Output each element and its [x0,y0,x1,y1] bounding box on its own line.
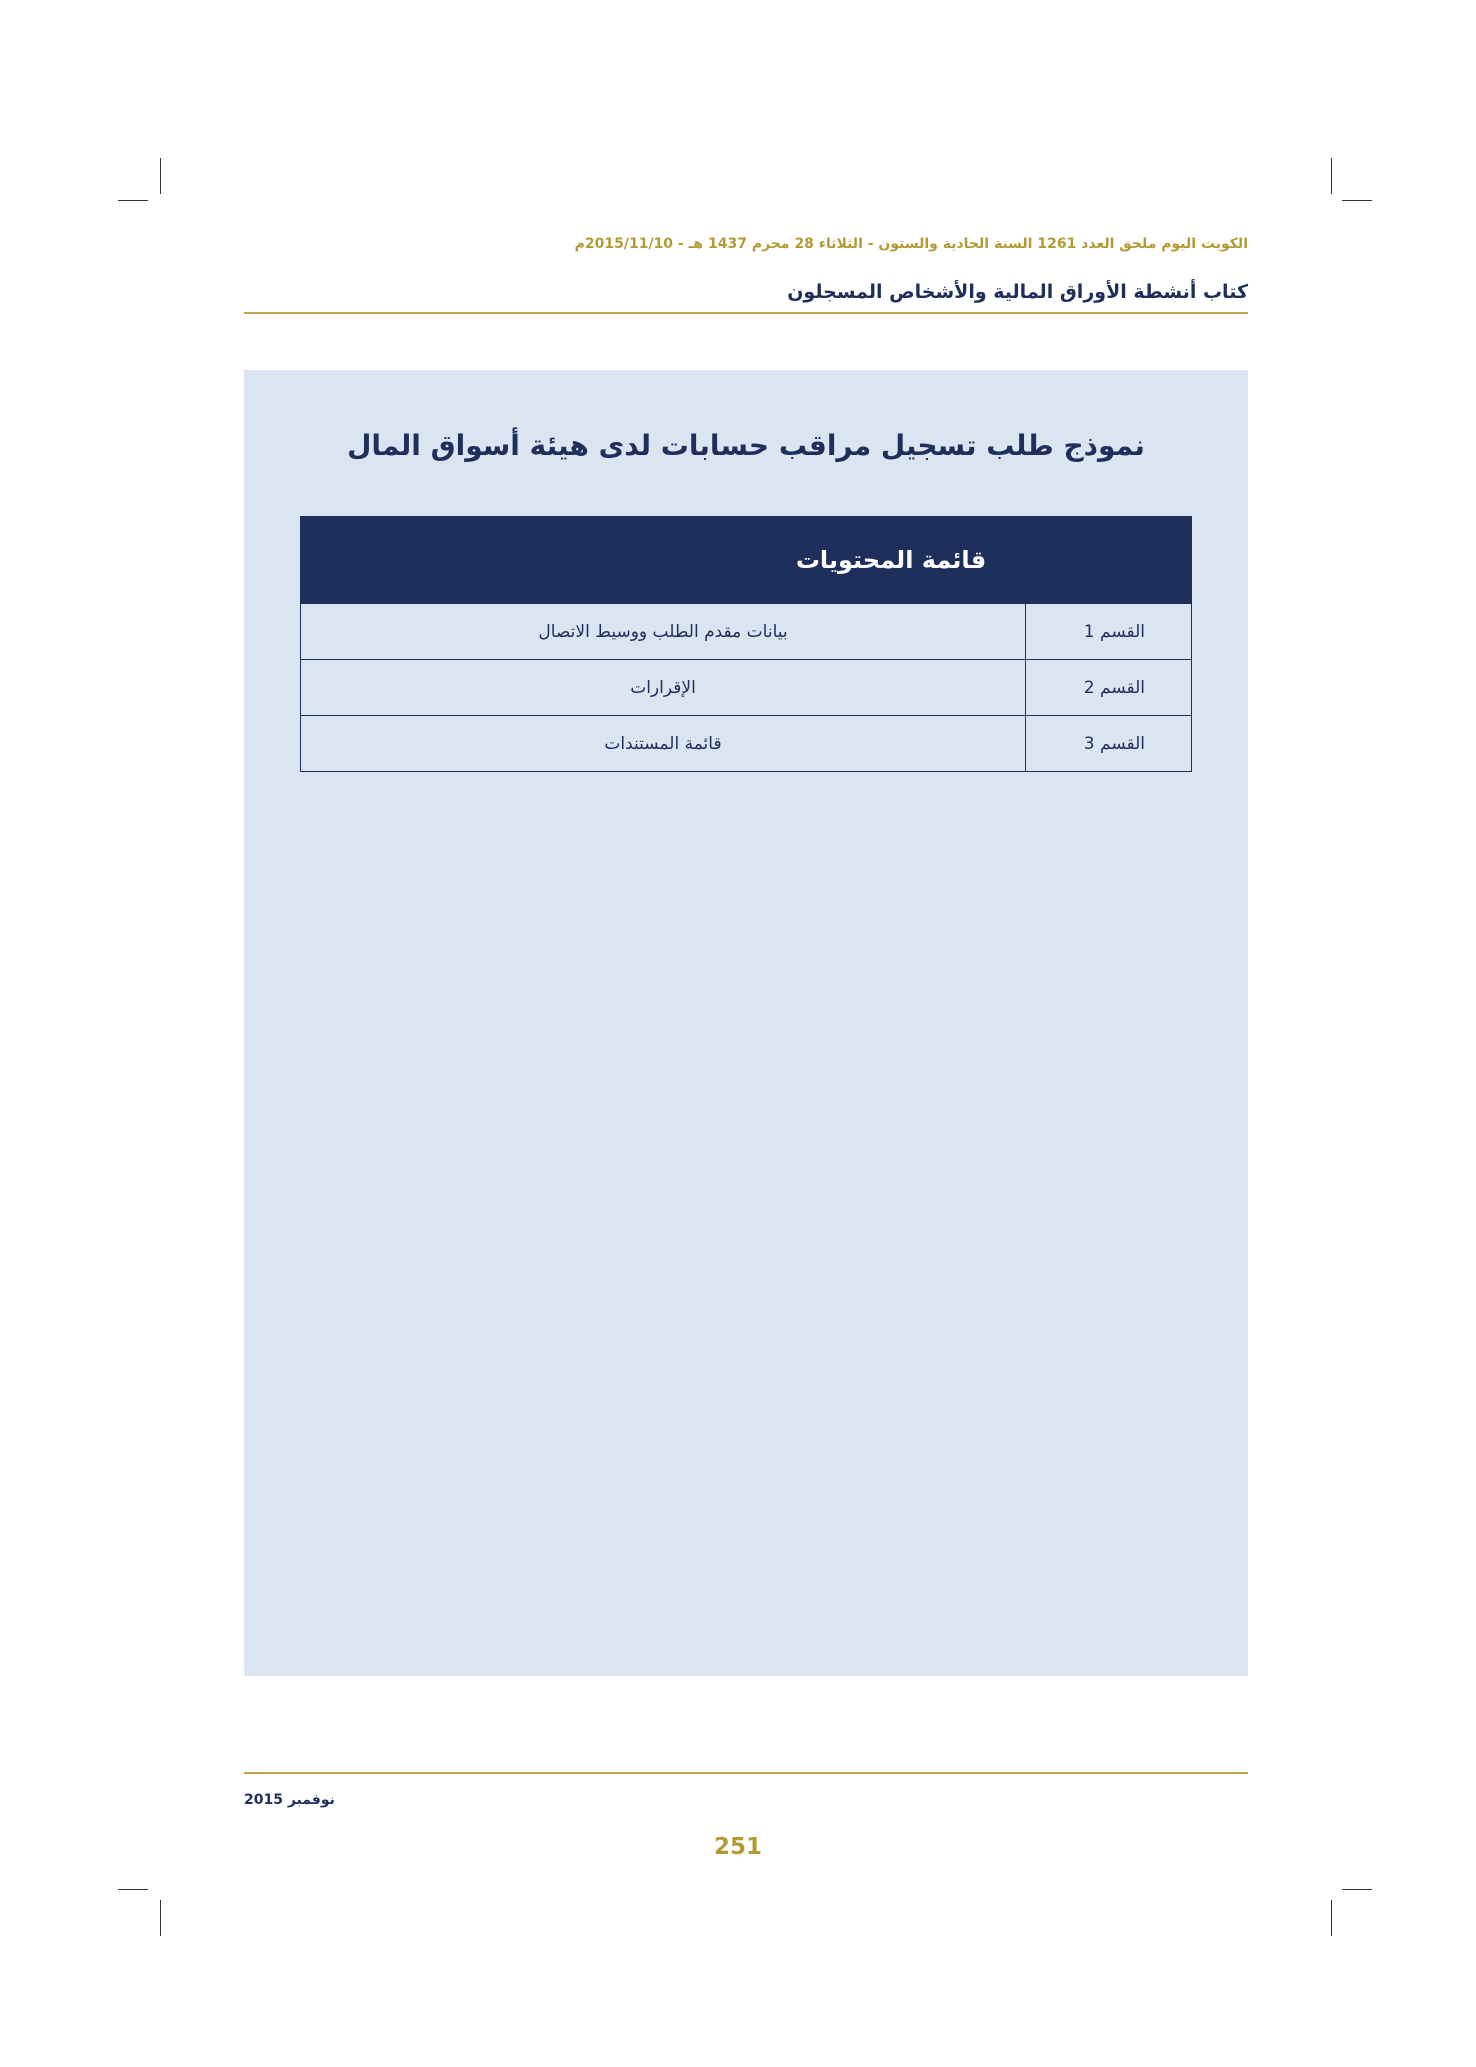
crop-mark [1342,200,1372,201]
crop-mark [1331,1900,1332,1936]
crop-mark [1331,158,1332,194]
crop-mark [1342,1889,1372,1890]
section-name: قائمة المستندات [301,716,1026,772]
section-number: القسم 2 [1026,660,1192,716]
running-header: الكويت اليوم ملحق العدد 1261 السنة الحادية والستون - الثلاثاء 28 محرم 1437 هـ - 2015/11/10م [574,236,1248,252]
section-name: بيانات مقدم الطلب ووسيط الاتصال [301,604,1026,660]
form-title: نموذج طلب تسجيل مراقب حسابات لدى هيئة أسواق المال [347,429,1145,462]
crop-mark [118,1889,148,1890]
crop-mark [118,200,148,201]
section-number: القسم 3 [1026,716,1192,772]
contents-heading [301,517,1192,604]
book-title: كتاب أنشطة الأوراق المالية والأشخاص المسجلون [787,281,1248,303]
form-panel [244,370,1248,1676]
crop-mark [160,1900,161,1936]
section-number: القسم 1 [1026,604,1192,660]
table-row [301,604,1192,660]
footer-date: نوفمبر 2015 [244,1792,335,1808]
footer-rule [244,1772,1248,1774]
table-row [301,660,1192,716]
crop-mark [160,158,161,194]
header-rule [244,312,1248,314]
contents-heading-text: قائمة المحتويات [795,546,987,574]
section-name: الإقرارات [301,660,1026,716]
contents-header-row [301,517,1192,604]
table-row [301,716,1192,772]
contents-table [300,516,1192,772]
page-number: 251 [713,1834,762,1860]
